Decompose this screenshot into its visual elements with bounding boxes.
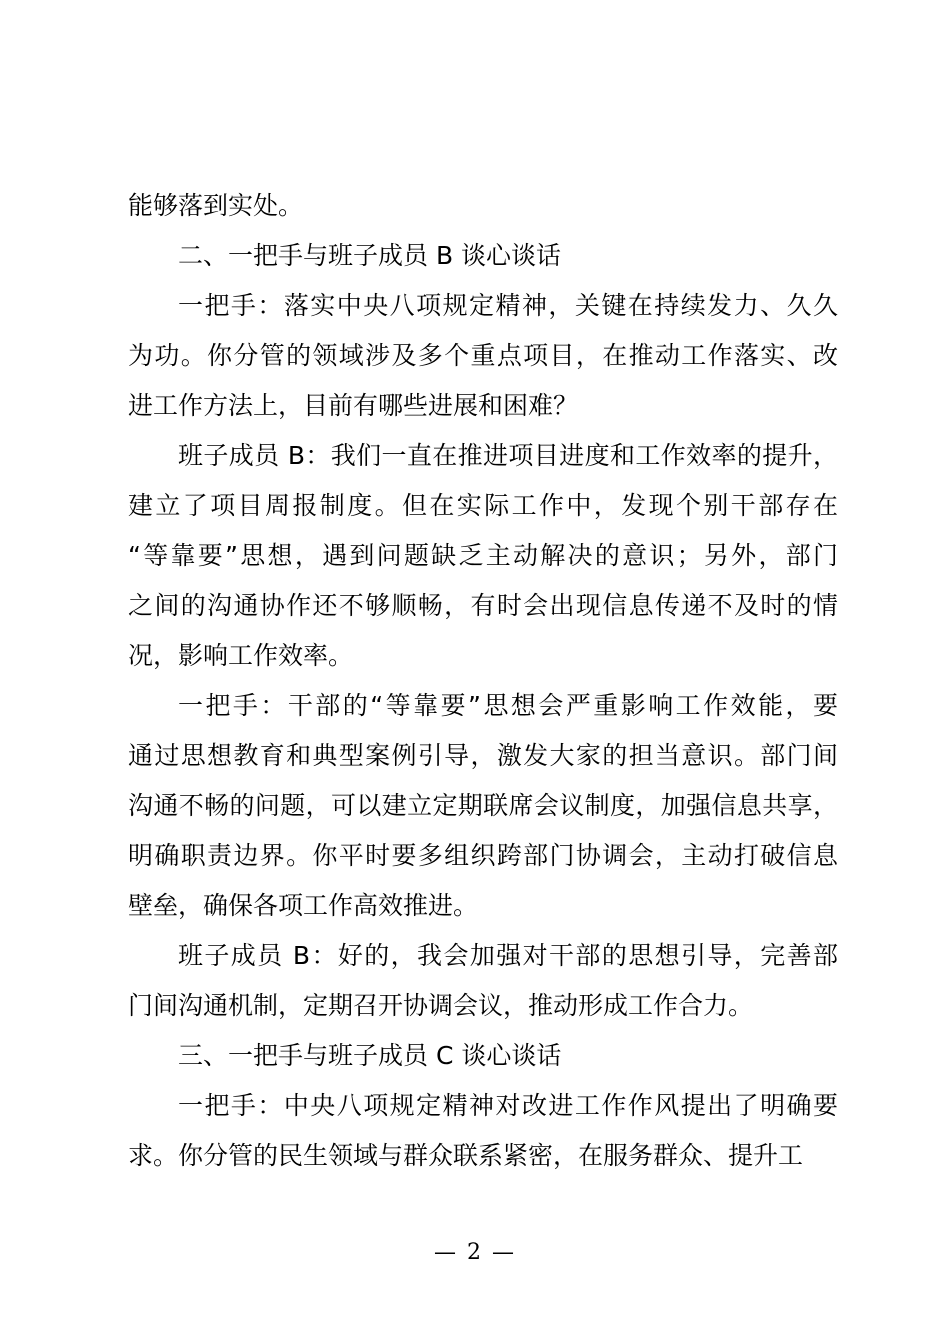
paragraph — [128, 931, 838, 1031]
text-line: 能够落到实处。 — [128, 191, 304, 220]
text-line: 一把手：中央八项规定精神对改进工作作风提出了明确要 — [178, 1091, 838, 1120]
paragraph — [128, 681, 838, 931]
text-line: 明确职责边界。你平时要多组织跨部门协调会，主动打破信息 — [128, 841, 838, 870]
paragraph — [128, 281, 838, 431]
text-line: 二、一把手与班子成员 B 谈心谈话 — [178, 241, 562, 270]
text-line: 班子成员 B：好的，我会加强对干部的思想引导，完善部 — [178, 941, 838, 970]
paragraph — [128, 431, 838, 681]
text-line: 班子成员 B：我们一直在推进项目进度和工作效率的提升， — [178, 441, 838, 470]
text-line: 况，影响工作效率。 — [128, 641, 354, 670]
page-number: — 2 — — [434, 1240, 516, 1265]
paragraph — [128, 1081, 838, 1181]
text-line: 沟通不畅的问题，可以建立定期联席会议制度，加强信息共享， — [128, 791, 838, 820]
text-line: 一把手：落实中央八项规定精神，关键在持续发力、久久 — [178, 291, 838, 320]
text-line: 求。你分管的民生领域与群众联系紧密，在服务群众、提升工 — [128, 1141, 804, 1170]
text-line: 三、一把手与班子成员 C 谈心谈话 — [178, 1041, 562, 1070]
text-line: 建立了项目周报制度。但在实际工作中，发现个别干部存在 — [128, 491, 838, 520]
text-line: 之间的沟通协作还不够顺畅，有时会出现信息传递不及时的情 — [128, 591, 838, 620]
document-body — [128, 181, 838, 1181]
text-line: 门间沟通机制，定期召开协调会议，推动形成工作合力。 — [128, 991, 754, 1020]
text-line: 为功。你分管的领域涉及多个重点项目，在推动工作落实、改 — [128, 341, 838, 370]
text-line: “等靠要”思想，遇到问题缺乏主动解决的意识；另外，部门 — [128, 541, 838, 570]
section-heading — [128, 231, 838, 281]
paragraph — [128, 181, 838, 231]
text-line: 壁垒，确保各项工作高效推进。 — [128, 891, 479, 920]
section-heading — [128, 1031, 838, 1081]
text-line: 进工作方法上，目前有哪些进展和困难？ — [128, 391, 579, 420]
text-line: 一把手：干部的“等靠要”思想会严重影响工作效能，要 — [178, 691, 838, 720]
text-line: 通过思想教育和典型案例引导，激发大家的担当意识。部门间 — [128, 741, 838, 770]
